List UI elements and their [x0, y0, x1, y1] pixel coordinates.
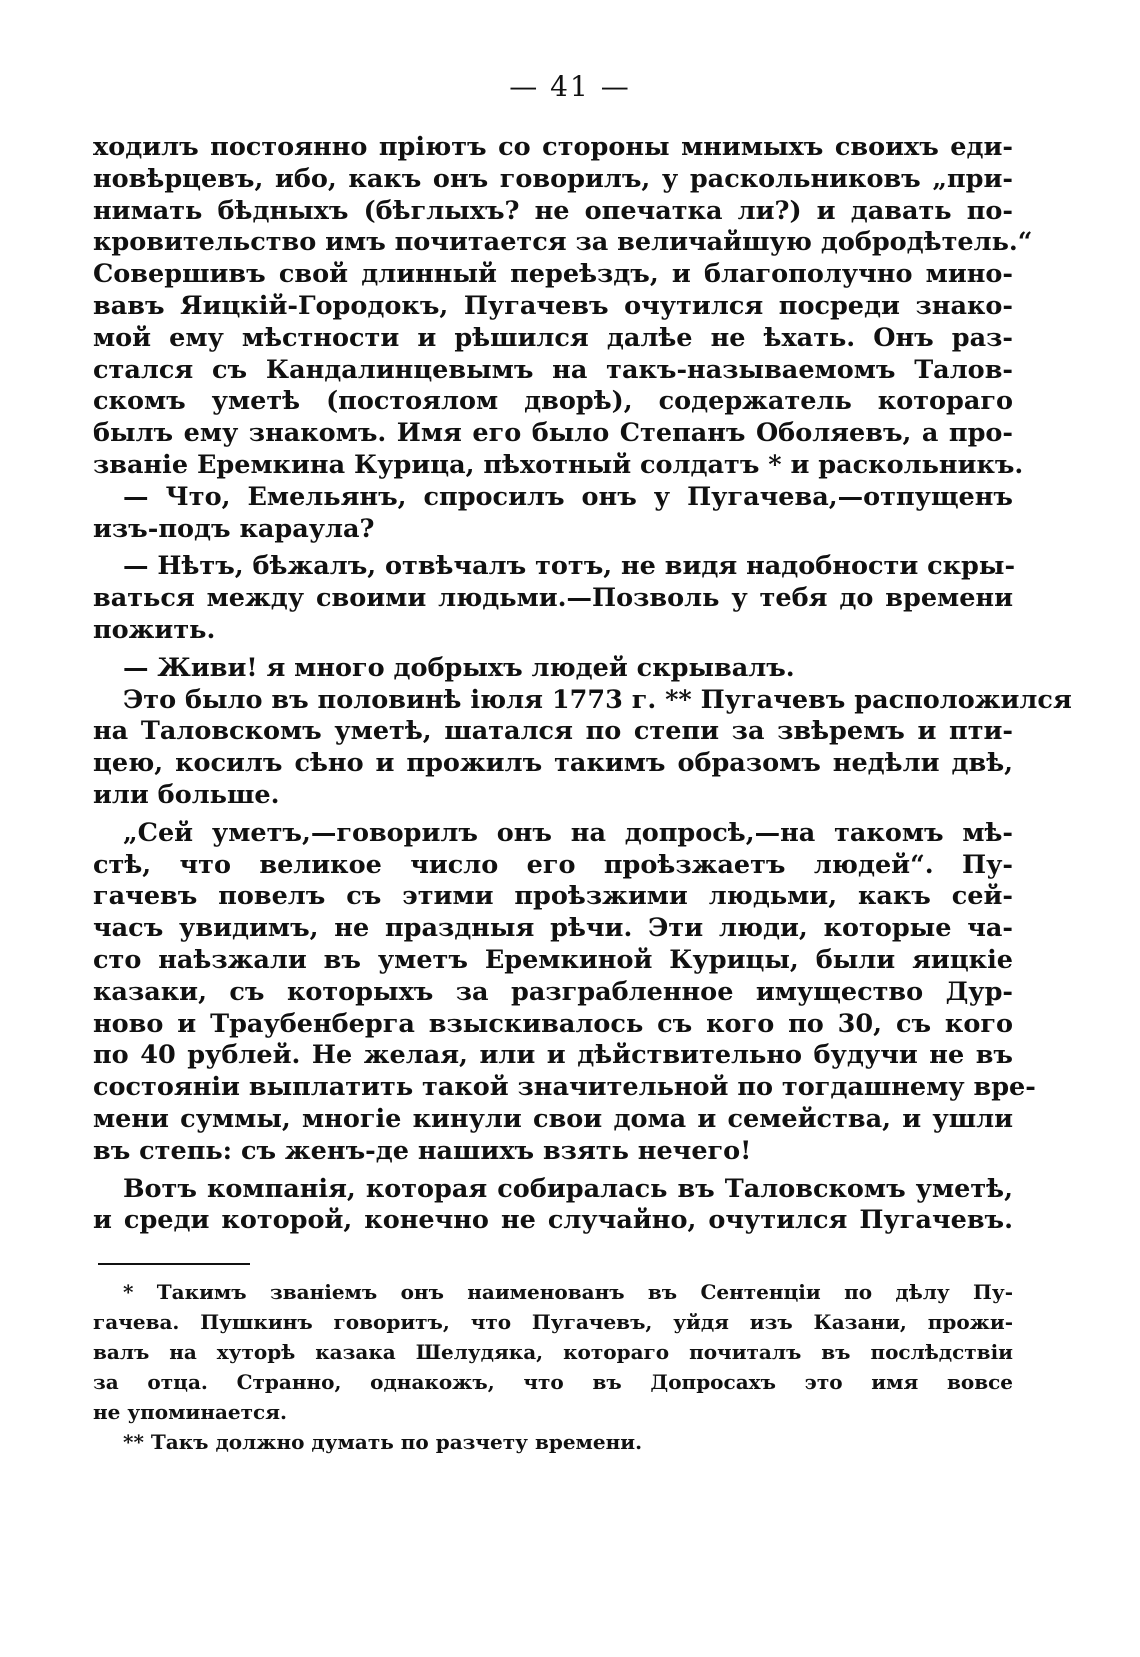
body-text [93, 132, 1072, 1237]
text-line: — Нѣтъ, бѣжалъ, отвѣчалъ тотъ, не видя надобности скры- [123, 551, 1016, 582]
text-line: состояніи выплатить такой значительной по тогдашнему вре- [93, 1072, 1036, 1103]
text-line: часъ увидимъ, не праздныя рѣчи. Эти люди, которые ча- [93, 913, 1013, 944]
text-line: стѣ, что великое число его проѣзжаетъ людей“. Пу- [93, 849, 1013, 880]
footnote-line: за отца. Странно, однакожъ, что въ Допросахъ это имя вовсе [93, 1370, 1013, 1394]
text-line: новѣрцевъ, ибо, какъ онъ говорилъ, у раскольниковъ „при- [93, 163, 1013, 194]
text-line: мени суммы, многіе кинули свои дома и семейства, и ушли [93, 1103, 1013, 1134]
footnote-line: ** Такъ должно думать по разчету времени. [123, 1430, 643, 1454]
text-line: — Живи! я много добрыхъ людей скрывалъ. [123, 652, 795, 683]
footnote-line: * Такимъ званіемъ онъ наименованъ въ Сентенціи по дѣлу Пу- [123, 1280, 1013, 1304]
text-line: кровительство имъ почитается за величайшую добродѣтель.“ [93, 227, 1033, 258]
text-line: по 40 рублей. Не желая, или и дѣйствительно будучи не въ [93, 1040, 1013, 1071]
text-line: вавъ Яицкій-Городокъ, Пугачевъ очутился посреди знако- [93, 290, 1013, 321]
text-line: цею, косилъ сѣно и прожилъ такимъ образомъ недѣли двѣ, [93, 748, 1013, 779]
text-line: стался съ Кандалинцевымъ на такъ-называемомъ Талов- [93, 354, 1013, 385]
text-line: и среди которой, конечно не случайно, очутился Пугачевъ. [93, 1205, 1013, 1236]
footnotes [93, 1277, 1013, 1457]
text-line: пожить. [93, 614, 216, 645]
text-line: ново и Траубенберга взыскивалось съ кого по 30, съ кого [93, 1008, 1013, 1039]
text-line: ходилъ постоянно пріютъ со стороны мнимыхъ своихъ еди- [93, 132, 1013, 162]
footnote-line: не упоминается. [93, 1400, 287, 1424]
text-line: ваться между своими людьми.—Позволь у тебя до времени [93, 583, 1013, 614]
text-line: казаки, съ которыхъ за разграбленное имущество Дур- [93, 976, 1013, 1007]
footnote-divider [98, 1263, 250, 1265]
text-line: „Сей уметъ,—говорилъ онъ на допросѣ,—на такомъ мѣ- [123, 817, 1013, 848]
text-line: въ степь: съ женъ-де нашихъ взять нечего! [93, 1135, 752, 1166]
footnote-line: валъ на хуторѣ казака Шелудяка, котораго почиталъ въ послѣдствіи [93, 1340, 1013, 1364]
footnote-line: гачева. Пушкинъ говоритъ, что Пугачевъ, уйдя изъ Казани, прожи- [93, 1310, 1013, 1334]
text-line: Вотъ компанія, которая собиралась въ Таловскомъ уметѣ, [123, 1173, 1013, 1204]
text-line: сто наѣзжали въ уметъ Еремкиной Курицы, были яицкіе [93, 944, 1013, 975]
text-line: мой ему мѣстности и рѣшился далѣе не ѣхать. Онъ раз- [93, 322, 1013, 353]
text-line: Совершивъ свой длинный переѣздъ, и благополучно мино- [93, 259, 1013, 290]
page-number: — 41 — [509, 70, 631, 103]
text-line: былъ ему знакомъ. Имя его было Степанъ Оболяевъ, а про- [93, 418, 1013, 449]
text-line: или больше. [93, 779, 280, 810]
text-line: Это было въ половинѣ іюля 1773 г. ** Пугачевъ расположился [123, 684, 1072, 715]
text-line: на Таловскомъ уметѣ, шатался по степи за звѣремъ и пти- [93, 716, 1013, 747]
text-line: нимать бѣдныхъ (бѣглыхъ? не опечатка ли?) и давать по- [93, 195, 1013, 226]
text-line: изъ-подъ караула? [93, 513, 375, 544]
text-line: гачевъ повелъ съ этими проѣзжими людьми, какъ сей- [93, 881, 1013, 912]
text-line: — Что, Емельянъ, спросилъ онъ у Пугачева,—отпущенъ [123, 481, 1013, 512]
text-line: скомъ уметѣ (постоялом дворѣ), содержатель котораго [93, 386, 1013, 417]
text-line: званіе Еремкина Курица, пѣхотный солдатъ * и раскольникъ. [93, 449, 1024, 480]
